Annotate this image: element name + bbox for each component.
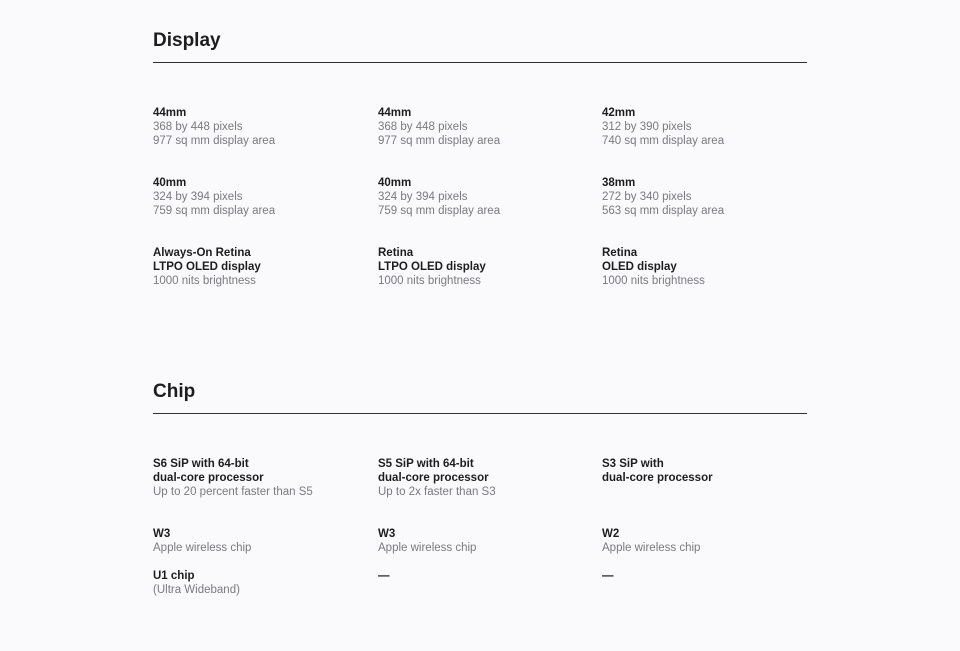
display-spec-cell [153,176,368,218]
spec-heading: dual-core processor [602,472,713,484]
display-spec-cell [602,106,817,148]
spec-detail: 324 by 394 pixels [153,191,243,203]
spec-detail: 272 by 340 pixels [602,191,692,203]
display-spec-cell [378,106,593,148]
chip-spec-cell [378,569,593,583]
spec-detail: 563 sq mm display area [602,205,725,217]
display-spec-cell [153,246,368,288]
chip-spec-cell [153,569,368,597]
spec-heading: S3 SiP with [602,458,664,470]
spec-detail: 740 sq mm display area [602,135,725,147]
spec-heading: — [602,570,614,582]
spec-detail: 1000 nits brightness [602,275,705,287]
display-spec-cell [602,176,817,218]
spec-detail: Up to 2x faster than S3 [378,486,496,498]
display-section-title: Display [153,30,221,51]
chip-spec-cell [602,457,817,485]
spec-detail: Apple wireless chip [602,542,701,554]
spec-detail: 977 sq mm display area [378,135,501,147]
display-spec-cell [378,246,593,288]
spec-heading: W2 [602,528,620,540]
spec-detail: 759 sq mm display area [153,205,276,217]
chip-spec-cell [602,569,817,583]
spec-heading: LTPO OLED display [153,261,261,273]
spec-heading: U1 chip [153,570,195,582]
spec-heading: 44mm [378,107,412,119]
chip-divider [153,413,807,414]
chip-spec-cell [602,527,817,555]
spec-heading: 40mm [378,177,412,189]
chip-spec-cell [378,457,593,499]
spec-detail: 368 by 448 pixels [378,121,468,133]
spec-heading: dual-core processor [153,472,264,484]
spec-detail: Apple wireless chip [378,542,477,554]
spec-detail: (Ultra Wideband) [153,584,240,596]
spec-heading: 38mm [602,177,636,189]
spec-heading: LTPO OLED display [378,261,486,273]
spec-heading: Retina [602,247,638,259]
chip-spec-cell [153,457,368,499]
spec-heading: OLED display [602,261,677,273]
spec-heading: 40mm [153,177,187,189]
spec-detail: 1000 nits brightness [378,275,481,287]
spec-detail: 759 sq mm display area [378,205,501,217]
display-spec-cell [602,246,817,288]
display-divider [153,62,807,63]
spec-heading: 42mm [602,107,636,119]
chip-spec-cell [153,527,368,555]
spec-heading: — [378,570,390,582]
spec-detail: 977 sq mm display area [153,135,276,147]
spec-detail: 368 by 448 pixels [153,121,243,133]
chip-spec-cell [378,527,593,555]
chip-section-title: Chip [153,381,196,402]
spec-heading: S5 SiP with 64-bit [378,458,474,470]
spec-detail: Apple wireless chip [153,542,252,554]
spec-heading: 44mm [153,107,187,119]
display-spec-cell [378,176,593,218]
spec-heading: W3 [378,528,396,540]
display-spec-cell [153,106,368,148]
spec-detail: Up to 20 percent faster than S5 [153,486,313,498]
spec-heading: Always-On Retina [153,247,251,259]
spec-detail: 312 by 390 pixels [602,121,692,133]
spec-heading: Retina [378,247,414,259]
spec-heading: dual-core processor [378,472,489,484]
spec-detail: 1000 nits brightness [153,275,256,287]
spec-detail: 324 by 394 pixels [378,191,468,203]
spec-heading: W3 [153,528,171,540]
spec-heading: S6 SiP with 64-bit [153,458,249,470]
